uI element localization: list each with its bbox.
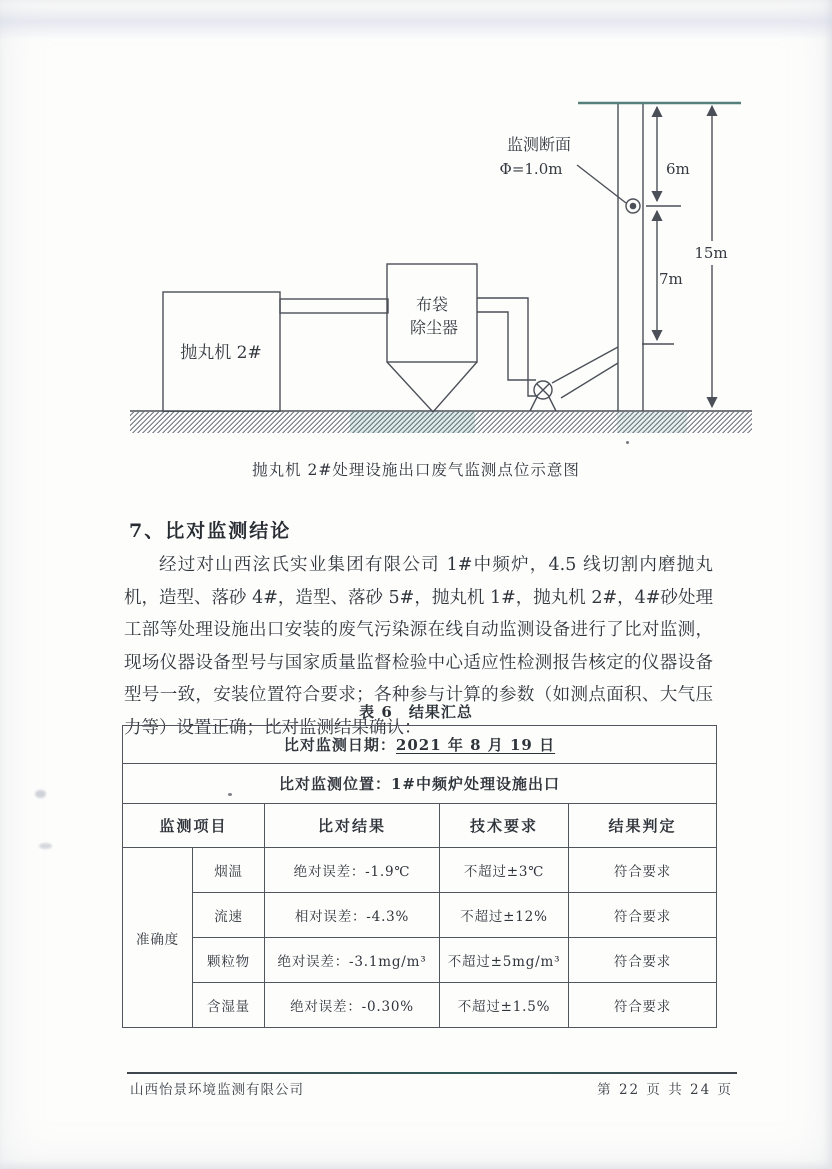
- cell-requirement: 不超过±5mg/m³: [440, 938, 569, 983]
- ground-tint-1: [350, 412, 475, 433]
- table-row: [123, 983, 717, 1028]
- dim-6m-label: 6m: [666, 160, 690, 178]
- table-row: [123, 726, 717, 764]
- monitoring-date-label: 比对监测日期：: [283, 736, 396, 754]
- collector-label-1: 布袋: [415, 295, 449, 314]
- cell-result: 相对误差：-4.3%: [265, 893, 440, 938]
- duct-fan-to-stack: [552, 347, 618, 398]
- cell-item: 烟温: [193, 848, 265, 893]
- scan-speck: [39, 843, 52, 849]
- table-title: 表 6 结果汇总: [359, 703, 473, 721]
- header-judgement: 结果判定: [569, 804, 717, 848]
- monitoring-location-cell: 比对监测位置：1#中频炉处理设施出口: [123, 764, 717, 804]
- header-result: 比对结果: [265, 804, 440, 848]
- header-requirement: 技术要求: [440, 804, 569, 848]
- monitoring-date-value: 2021 年 8 月 19 日: [395, 736, 556, 754]
- cell-requirement: 不超过±12%: [440, 893, 569, 938]
- cell-judgement: 符合要求: [569, 938, 717, 983]
- cell-judgement: 符合要求: [569, 848, 717, 893]
- stack: [618, 103, 643, 411]
- monitoring-date-cell: [123, 726, 717, 764]
- monitoring-port-icon: [626, 199, 640, 213]
- machine-label: 抛丸机 2#: [180, 343, 262, 363]
- table-row: [123, 848, 717, 893]
- footer-company: 山西怡景环境监测有限公司: [130, 1082, 304, 1098]
- scan-top-smudge: [0, 6, 832, 40]
- group-label-cell: 准确度: [123, 848, 193, 1028]
- scan-speck: [35, 790, 46, 798]
- dim-7m-label: 7m: [659, 270, 683, 288]
- monitoring-point-diagram: [125, 90, 777, 445]
- cell-result: 绝对误差：-3.1mg/m³: [265, 938, 440, 983]
- duct-collector-to-fan: [477, 298, 537, 396]
- table-row: [123, 764, 717, 804]
- conclusion-paragraph: 经过对山西泫氏实业集团有限公司 1#中频炉，4.5 线切割内磨抛丸机，造型、落砂 4#，造型、落砂 5#，抛丸机 1#，抛丸机 2#，4#砂处理工部等处理设施出口安装的废气污染源在线自动监测设备进行了比对监测，现场仪器设备型号与国家质量监督检验中心适应性检测报告核定的仪器设备型号一致，安装位置符合要求；各种参与计算的参数（如测点面积、大气压力等）设置正确；比对监测结果确认：: [124, 555, 713, 738]
- cell-item: 流速: [193, 893, 265, 938]
- results-summary-table: [122, 725, 717, 1028]
- dust-collector-hopper: [387, 362, 477, 412]
- section-heading: 7、比对监测结论: [129, 520, 292, 542]
- table-header-row: [123, 804, 717, 848]
- footer-rule: [127, 1072, 737, 1074]
- collector-label-2: 除尘器: [409, 318, 459, 337]
- cell-requirement: 不超过±1.5%: [440, 983, 569, 1028]
- section-label-1: 监测断面: [506, 135, 572, 154]
- cell-item: 颗粒物: [193, 938, 265, 983]
- table-row: [123, 938, 717, 983]
- cell-result: 绝对误差：-0.30%: [265, 983, 440, 1028]
- cell-result: 绝对误差：-1.9℃: [265, 848, 440, 893]
- section-label-2: Φ=1.0m: [499, 160, 563, 178]
- cell-judgement: 符合要求: [569, 893, 717, 938]
- cell-item: 含湿量: [193, 983, 265, 1028]
- ground-tint-2: [617, 412, 687, 433]
- dim-15m-label: 15m: [694, 244, 728, 262]
- header-item: 监测项目: [123, 804, 265, 848]
- diagram-caption: 抛丸机 2#处理设施出口废气监测点位示意图: [252, 461, 580, 479]
- cell-requirement: 不超过±3℃: [440, 848, 569, 893]
- table-row: [123, 893, 717, 938]
- duct-machine-to-collector: [280, 299, 388, 313]
- cell-judgement: 符合要求: [569, 983, 717, 1028]
- footer-page-number: 第 22 页 共 24 页: [597, 1082, 733, 1098]
